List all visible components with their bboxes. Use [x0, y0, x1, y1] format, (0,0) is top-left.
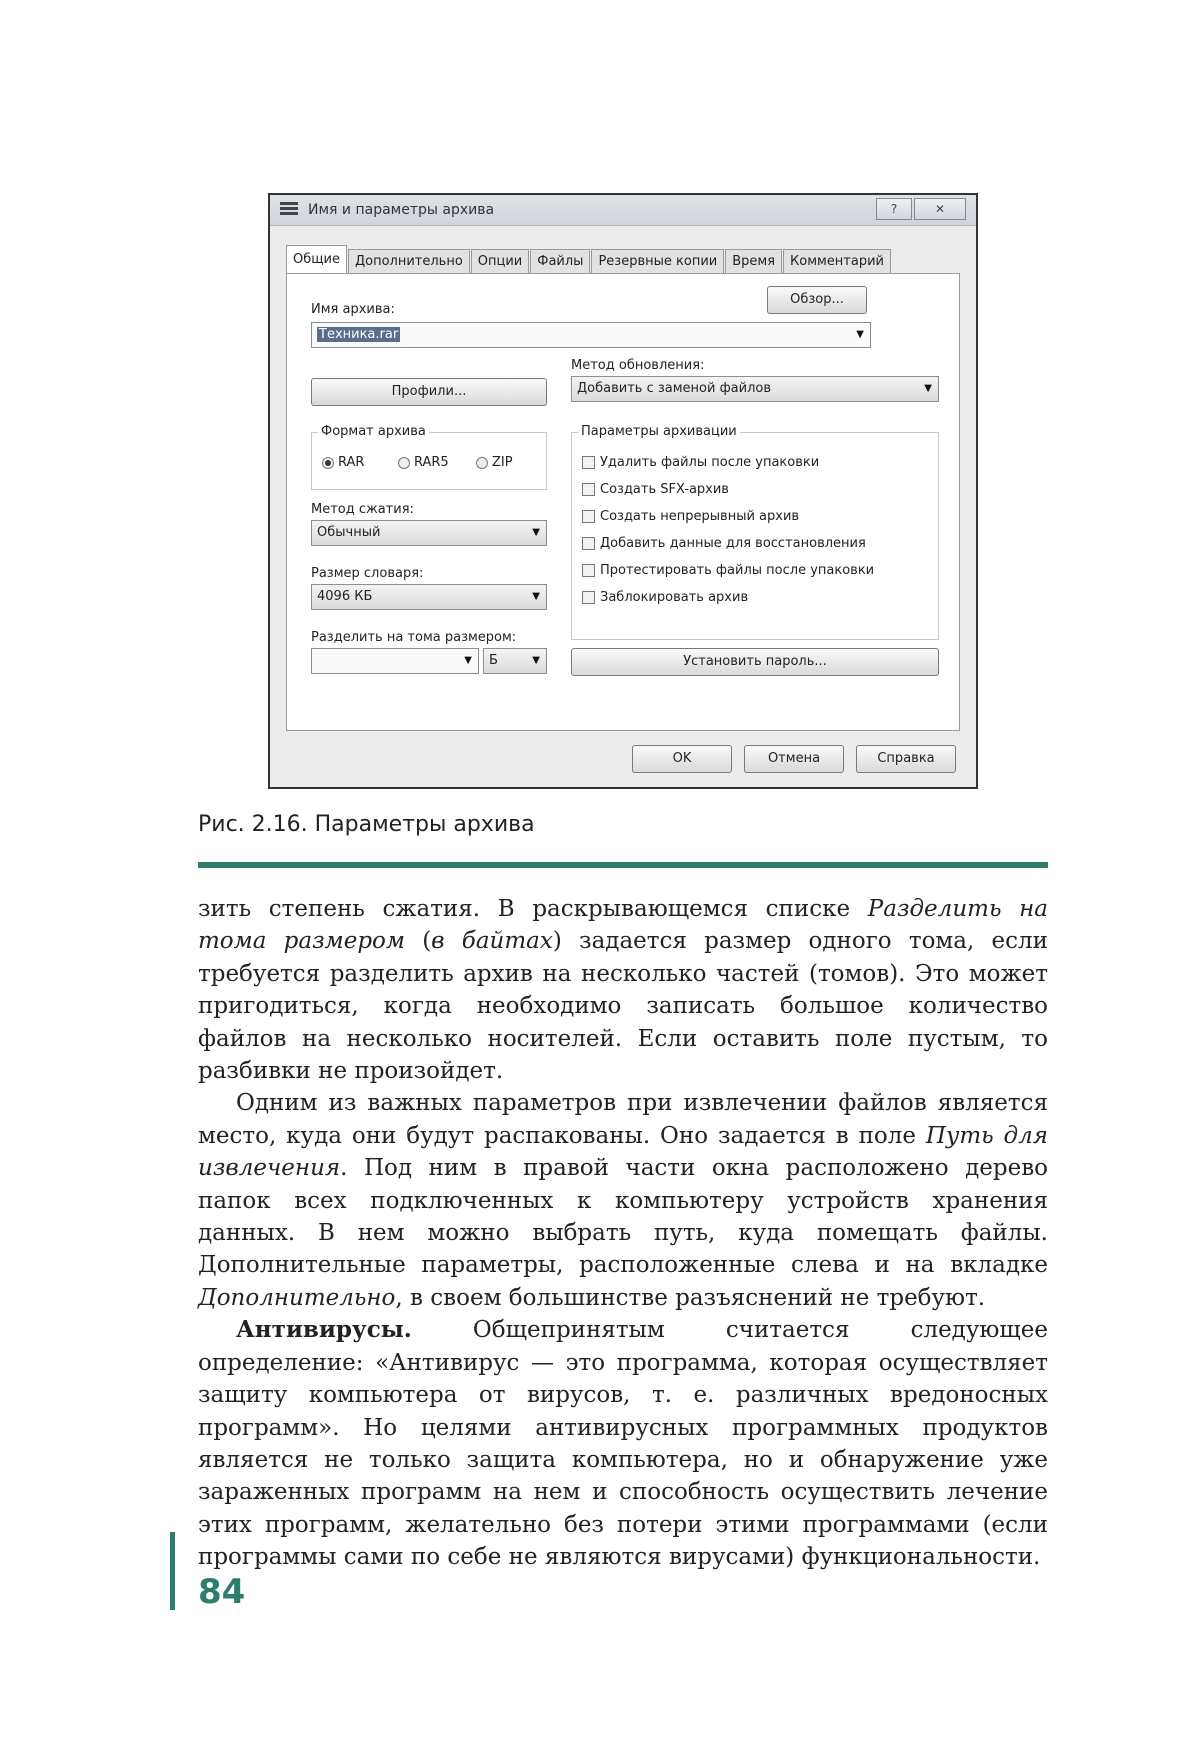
- compression-method-value: Обычный: [317, 525, 381, 540]
- tab-backup[interactable]: Резервные копии: [591, 249, 724, 274]
- archive-name-combo[interactable]: [311, 322, 871, 348]
- compression-method-select[interactable]: [311, 520, 547, 546]
- close-icon[interactable]: ✕: [914, 198, 966, 220]
- option-label: Создать SFX-архив: [600, 482, 729, 497]
- chevron-down-icon: ▼: [856, 329, 864, 340]
- archive-name-value: Техника.rar: [319, 327, 399, 342]
- paragraph-2: [198, 1087, 1048, 1314]
- archive-format-label: Формат архива: [318, 424, 429, 439]
- dictionary-size-value: 4096 КБ: [317, 589, 373, 604]
- chevron-down-icon: ▼: [532, 655, 540, 666]
- option-lock-archive[interactable]: [582, 590, 748, 605]
- set-password-button[interactable]: Установить пароль...: [571, 648, 939, 676]
- page-number: 84: [198, 1572, 246, 1612]
- chevron-down-icon: ▼: [924, 383, 932, 394]
- figure-caption: Рис. 2.16. Параметры архива: [198, 812, 535, 837]
- format-rar5-label: RAR5: [414, 455, 449, 470]
- radio-selected-icon: [322, 457, 334, 469]
- format-rar5-radio[interactable]: [398, 455, 449, 470]
- option-label: Добавить данные для восстановления: [600, 536, 866, 551]
- emphasis-text: Разделить на тома размером: [198, 896, 1048, 955]
- checkbox-icon: [582, 510, 595, 523]
- cancel-button[interactable]: Отмена: [744, 745, 844, 773]
- archive-name-label: Имя архива:: [311, 302, 395, 317]
- dialog-title: Имя и параметры архива: [308, 202, 495, 218]
- text-run: . Под ним в правой части окна расположено дерево папок всех подключенных к компьютеру устройств хранения данных. В нем можно выбрать путь, куда помещать файлы. Дополнительные параметры, расположенные слева и на вкладке: [198, 1155, 1048, 1279]
- format-rar-radio[interactable]: [322, 455, 364, 470]
- checkbox-icon: [582, 456, 595, 469]
- update-method-select[interactable]: [571, 376, 939, 402]
- tab-time[interactable]: Время: [725, 249, 782, 274]
- radio-icon: [398, 457, 410, 469]
- option-create-sfx[interactable]: [582, 482, 729, 497]
- tab-comment[interactable]: Комментарий: [783, 249, 891, 274]
- tab-options[interactable]: Опции: [471, 249, 529, 274]
- heading-run: Антивирусы.: [236, 1316, 412, 1344]
- update-method-value: Добавить с заменой файлов: [577, 381, 772, 396]
- option-recovery-record[interactable]: [582, 536, 866, 551]
- chevron-down-icon: ▼: [464, 655, 472, 666]
- format-zip-label: ZIP: [492, 455, 513, 470]
- emphasis-text: в байтах: [431, 928, 553, 955]
- split-unit-select[interactable]: [483, 648, 547, 674]
- browse-button[interactable]: Обзор...: [767, 286, 867, 314]
- option-delete-files[interactable]: [582, 455, 819, 470]
- text-run: Одним из важных параметров при извлечении файлов является место, куда они будут распакованы. Оно задается в поле: [198, 1090, 1048, 1149]
- checkbox-icon: [582, 483, 595, 496]
- text-run: зить степень сжатия. В раскрывающемся списке: [198, 896, 868, 922]
- tab-strip: [286, 245, 892, 276]
- paragraph-1: [198, 893, 1048, 1087]
- section-divider: [198, 862, 1048, 868]
- body-text: [198, 893, 1048, 1574]
- emphasis-text: Дополнительно: [198, 1284, 396, 1311]
- option-label: Заблокировать архив: [600, 590, 749, 605]
- format-zip-radio[interactable]: [476, 455, 513, 470]
- archiving-params-group: [571, 424, 939, 640]
- update-method-label: Метод обновления:: [571, 358, 705, 373]
- option-solid-archive[interactable]: [582, 509, 799, 524]
- format-rar-label: RAR: [338, 455, 365, 470]
- paragraph-3: [198, 1314, 1048, 1573]
- text-run: , в своем большинстве разъяснений не требуют.: [395, 1284, 986, 1311]
- option-test-files[interactable]: [582, 563, 874, 578]
- option-label: Протестировать файлы после упаковки: [600, 563, 875, 578]
- checkbox-icon: [582, 564, 595, 577]
- archive-format-group: [311, 424, 547, 490]
- split-volumes-combo[interactable]: [311, 648, 479, 674]
- tab-files[interactable]: Файлы: [530, 249, 590, 274]
- option-label: Удалить файлы после упаковки: [600, 455, 820, 470]
- chevron-down-icon: ▼: [532, 591, 540, 602]
- radio-icon: [476, 457, 488, 469]
- dialog-titlebar: [270, 195, 976, 226]
- compression-method-label: Метод сжатия:: [311, 502, 414, 517]
- text-run: (: [404, 928, 432, 955]
- archiving-params-label: Параметры архивации: [578, 424, 740, 439]
- help-icon[interactable]: ?: [876, 198, 912, 220]
- emphasis-text: Путь для извлечения: [198, 1122, 1049, 1182]
- split-unit-value: Б: [489, 653, 498, 668]
- dictionary-size-select[interactable]: [311, 584, 547, 610]
- general-tab-panel: [286, 273, 960, 731]
- help-button[interactable]: Справка: [856, 745, 956, 773]
- dictionary-size-label: Размер словаря:: [311, 566, 424, 581]
- checkbox-icon: [582, 537, 595, 550]
- tab-advanced[interactable]: Дополнительно: [348, 249, 470, 274]
- archive-app-icon: [280, 202, 298, 218]
- ok-button[interactable]: OK: [632, 745, 732, 773]
- checkbox-icon: [582, 591, 595, 604]
- split-volumes-label: Разделить на тома размером:: [311, 630, 517, 645]
- profiles-button[interactable]: Профили...: [311, 378, 547, 406]
- option-label: Создать непрерывный архив: [600, 509, 800, 524]
- chevron-down-icon: ▼: [532, 527, 540, 538]
- text-run: ) задается размер одного тома, если требуется разделить архив на несколько частей (томов). Это может пригодиться, когда необходимо записать большое количество файлов на несколько носителей. Если оставить поле пустым, то разбивки не произойдет.: [198, 928, 1048, 1085]
- tab-general[interactable]: Общие: [286, 245, 347, 276]
- archive-dialog-screenshot: [268, 193, 978, 789]
- page-margin-bar: [170, 1532, 175, 1610]
- text-run: Общепринятым считается следующее определение: «Антивирус — это программа, которая осуществляет защиту компьютера от вирусов, т. е. различных вредоносных программ». Но целями антивирусных программных продуктов является не только защита компьютера, но и обнаружение уже зараженных программ на нем и способность осуществить лечение этих программ, желательно без потери этими программами (если программы сами по себе не являются вирусами) функциональности.: [198, 1317, 1048, 1571]
